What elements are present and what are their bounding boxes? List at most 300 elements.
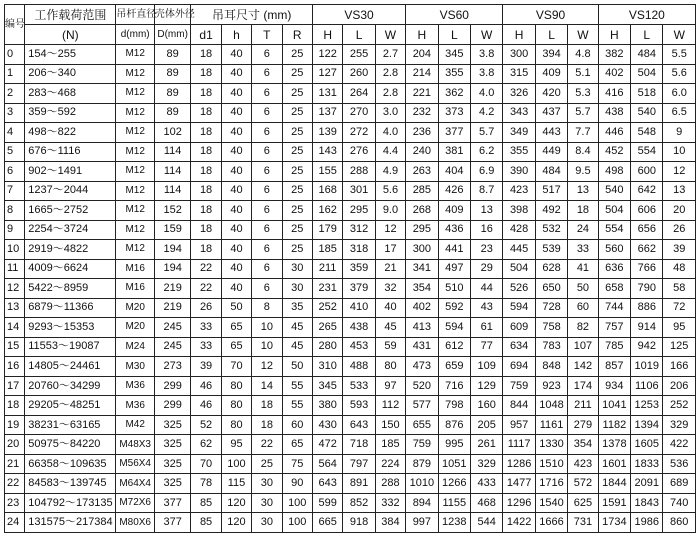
table-cell: 659 bbox=[438, 357, 470, 377]
table-cell: 341 bbox=[406, 259, 438, 279]
table-cell: 95 bbox=[663, 318, 696, 338]
table-cell: 860 bbox=[663, 513, 696, 533]
table-cell: 797 bbox=[343, 454, 375, 474]
table-cell: 2091 bbox=[631, 474, 663, 494]
row-number: 23 bbox=[5, 493, 25, 513]
table-cell: 643 bbox=[343, 415, 375, 435]
table-row bbox=[5, 181, 696, 201]
row-number: 6 bbox=[5, 162, 25, 182]
table-cell: 245 bbox=[154, 337, 190, 357]
table-cell: 540 bbox=[598, 181, 630, 201]
table-cell: 301 bbox=[343, 181, 375, 201]
load-range-cell: 2919～4822 bbox=[25, 240, 116, 260]
table-cell: 109 bbox=[470, 357, 502, 377]
load-range-cell: 14805～24461 bbox=[25, 357, 116, 377]
header-rod-diameter: 吊杆直径 bbox=[116, 5, 154, 25]
table-cell: 362 bbox=[438, 84, 470, 104]
table-cell: 127 bbox=[312, 64, 342, 84]
row-number: 10 bbox=[5, 240, 25, 260]
table-cell: 114 bbox=[154, 142, 190, 162]
table-cell: 606 bbox=[631, 201, 663, 221]
table-cell: 211 bbox=[312, 259, 342, 279]
table-cell: 70 bbox=[191, 454, 221, 474]
table-cell: 643 bbox=[312, 474, 342, 494]
table-cell: 510 bbox=[438, 279, 470, 299]
table-cell: 554 bbox=[598, 220, 630, 240]
table-cell: 25 bbox=[282, 123, 312, 143]
table-cell: 1605 bbox=[631, 435, 663, 455]
table-cell: 18 bbox=[191, 181, 221, 201]
table-cell: 310 bbox=[312, 357, 342, 377]
subheader-cell: L bbox=[535, 25, 567, 45]
table-cell: 8.7 bbox=[470, 181, 502, 201]
table-cell: 3.8 bbox=[470, 64, 502, 84]
table-cell: 656 bbox=[631, 220, 663, 240]
table-cell: 844 bbox=[503, 396, 535, 416]
table-cell: 592 bbox=[438, 298, 470, 318]
load-range-cell: 84583～139745 bbox=[25, 474, 116, 494]
table-cell: 532 bbox=[535, 220, 567, 240]
table-cell: 6 bbox=[252, 279, 282, 299]
table-cell: 315 bbox=[503, 64, 535, 84]
table-cell: 18 bbox=[191, 142, 221, 162]
table-cell: 80 bbox=[221, 376, 251, 396]
table-cell: 30 bbox=[282, 259, 312, 279]
table-cell: 35 bbox=[282, 298, 312, 318]
table-cell: 41 bbox=[568, 259, 598, 279]
table-cell: 16 bbox=[470, 220, 502, 240]
header-rod-unit: d(mm) bbox=[116, 25, 154, 45]
table-cell: 1161 bbox=[535, 415, 567, 435]
table-cell: 612 bbox=[438, 337, 470, 357]
table-cell: 430 bbox=[312, 415, 342, 435]
table-cell: 564 bbox=[312, 454, 342, 474]
table-cell: 80 bbox=[221, 396, 251, 416]
table-cell: 32 bbox=[375, 279, 405, 299]
table-cell: 12 bbox=[252, 357, 282, 377]
table-cell: 45 bbox=[282, 337, 312, 357]
table-cell: 40 bbox=[221, 45, 251, 65]
load-range-cell: 29205～48251 bbox=[25, 396, 116, 416]
table-cell: 325 bbox=[154, 435, 190, 455]
table-cell: 1019 bbox=[631, 357, 663, 377]
subheader-cell: R bbox=[282, 25, 312, 45]
load-range-cell: 50975～84220 bbox=[25, 435, 116, 455]
table-cell: 221 bbox=[406, 84, 438, 104]
table-cell: 4.0 bbox=[470, 84, 502, 104]
table-cell: 1051 bbox=[438, 454, 470, 474]
table-cell: 497 bbox=[438, 259, 470, 279]
table-cell: 95 bbox=[221, 435, 251, 455]
table-cell: 593 bbox=[343, 396, 375, 416]
subheader-cell: L bbox=[343, 25, 375, 45]
load-range-cell: 2254～3724 bbox=[25, 220, 116, 240]
table-cell: 240 bbox=[406, 142, 438, 162]
table-row bbox=[5, 279, 696, 299]
table-cell: 4.4 bbox=[375, 142, 405, 162]
table-cell: 40 bbox=[221, 240, 251, 260]
subheader-cell: H bbox=[406, 25, 438, 45]
table-cell: 6 bbox=[252, 181, 282, 201]
load-range-cell: 498～822 bbox=[25, 123, 116, 143]
header-load-range: 工作载荷范围 bbox=[25, 5, 116, 25]
table-cell: 299 bbox=[154, 396, 190, 416]
table-cell: 125 bbox=[663, 337, 696, 357]
table-cell: 288 bbox=[375, 474, 405, 494]
table-cell: 428 bbox=[503, 220, 535, 240]
table-cell: 857 bbox=[598, 357, 630, 377]
table-cell: 10 bbox=[252, 318, 282, 338]
table-cell: 325 bbox=[154, 454, 190, 474]
table-cell: 40 bbox=[221, 201, 251, 221]
table-cell: 758 bbox=[535, 318, 567, 338]
table-row bbox=[5, 396, 696, 416]
table-cell: 270 bbox=[343, 103, 375, 123]
load-range-cell: 11553～19087 bbox=[25, 337, 116, 357]
table-cell: 1591 bbox=[598, 493, 630, 513]
table-cell: 1041 bbox=[598, 396, 630, 416]
table-cell: M24 bbox=[116, 337, 154, 357]
table-cell: 1296 bbox=[503, 493, 535, 513]
table-body bbox=[5, 45, 696, 533]
table-cell: 1238 bbox=[438, 513, 470, 533]
table-cell: 594 bbox=[503, 298, 535, 318]
table-cell: 18 bbox=[191, 123, 221, 143]
table-cell: 728 bbox=[535, 298, 567, 318]
table-cell: 143 bbox=[312, 142, 342, 162]
table-cell: 5.7 bbox=[470, 123, 502, 143]
table-cell: 540 bbox=[631, 103, 663, 123]
table-cell: 757 bbox=[598, 318, 630, 338]
table-cell: 18 bbox=[191, 220, 221, 240]
table-cell: 166 bbox=[663, 357, 696, 377]
table-cell: 40 bbox=[221, 142, 251, 162]
table-cell: 6 bbox=[252, 142, 282, 162]
table-cell: 1477 bbox=[503, 474, 535, 494]
table-row bbox=[5, 64, 696, 84]
table-row bbox=[5, 493, 696, 513]
table-cell: 5.6 bbox=[663, 64, 696, 84]
subheader-cell: H bbox=[312, 25, 342, 45]
table-cell: 33 bbox=[191, 318, 221, 338]
table-cell: 85 bbox=[191, 493, 221, 513]
table-row bbox=[5, 474, 696, 494]
subheader-cell: L bbox=[438, 25, 470, 45]
table-cell: 1734 bbox=[598, 513, 630, 533]
load-range-cell: 359～592 bbox=[25, 103, 116, 123]
table-cell: 214 bbox=[406, 64, 438, 84]
table-cell: 300 bbox=[406, 240, 438, 260]
table-cell: 377 bbox=[438, 123, 470, 143]
table-cell: 6 bbox=[252, 45, 282, 65]
table-cell: 343 bbox=[503, 103, 535, 123]
table-cell: 431 bbox=[406, 337, 438, 357]
table-cell: 12 bbox=[663, 162, 696, 182]
table-cell: 80 bbox=[221, 415, 251, 435]
table-cell: 329 bbox=[470, 454, 502, 474]
table-cell: 473 bbox=[406, 357, 438, 377]
table-cell: 18 bbox=[191, 64, 221, 84]
table-cell: 6.9 bbox=[470, 162, 502, 182]
table-cell: 39 bbox=[663, 240, 696, 260]
table-cell: 72 bbox=[663, 298, 696, 318]
table-cell: 18 bbox=[252, 396, 282, 416]
table-cell: 25 bbox=[282, 103, 312, 123]
table-cell: 150 bbox=[375, 415, 405, 435]
table-cell: 6 bbox=[252, 259, 282, 279]
table-cell: 131 bbox=[312, 84, 342, 104]
table-cell: 1540 bbox=[535, 493, 567, 513]
table-row bbox=[5, 45, 696, 65]
table-cell: 759 bbox=[503, 376, 535, 396]
table-cell: 634 bbox=[503, 337, 535, 357]
table-cell: 662 bbox=[631, 240, 663, 260]
load-range-cell: 676～1116 bbox=[25, 142, 116, 162]
table-cell: 577 bbox=[406, 396, 438, 416]
load-range-cell: 6879～11366 bbox=[25, 298, 116, 318]
table-cell: 942 bbox=[631, 337, 663, 357]
table-cell: 5.3 bbox=[568, 84, 598, 104]
table-cell: 2.7 bbox=[375, 45, 405, 65]
table-cell: 40 bbox=[221, 162, 251, 182]
table-cell: 10 bbox=[252, 337, 282, 357]
table-cell: 152 bbox=[154, 201, 190, 221]
table-cell: 5.1 bbox=[568, 64, 598, 84]
table-cell: 8.4 bbox=[568, 142, 598, 162]
subheader-cell: W bbox=[568, 25, 598, 45]
table-cell: 1330 bbox=[535, 435, 567, 455]
table-cell: 236 bbox=[406, 123, 438, 143]
table-cell: M16 bbox=[116, 279, 154, 299]
table-row bbox=[5, 415, 696, 435]
table-cell: 89 bbox=[154, 84, 190, 104]
table-cell: 285 bbox=[406, 181, 438, 201]
table-cell: 759 bbox=[406, 435, 438, 455]
row-number: 5 bbox=[5, 142, 25, 162]
table-cell: 40 bbox=[375, 298, 405, 318]
table-cell: 423 bbox=[503, 181, 535, 201]
table-cell: 2.8 bbox=[375, 84, 405, 104]
table-cell: 4.2 bbox=[470, 103, 502, 123]
table-cell: 410 bbox=[343, 298, 375, 318]
table-cell: 30 bbox=[252, 513, 282, 533]
table-cell: 4.9 bbox=[375, 162, 405, 182]
table-cell: 404 bbox=[438, 162, 470, 182]
table-cell: 264 bbox=[343, 84, 375, 104]
table-cell: 9.0 bbox=[375, 201, 405, 221]
table-cell: 6.5 bbox=[663, 103, 696, 123]
table-cell: 325 bbox=[154, 474, 190, 494]
table-cell: 60 bbox=[282, 415, 312, 435]
table-cell: 168 bbox=[312, 181, 342, 201]
table-cell: 437 bbox=[535, 103, 567, 123]
table-cell: 52 bbox=[191, 415, 221, 435]
table-cell: 279 bbox=[568, 415, 598, 435]
table-cell: 355 bbox=[438, 64, 470, 84]
table-cell: 9.5 bbox=[568, 162, 598, 182]
table-cell: 299 bbox=[154, 376, 190, 396]
table-cell: 798 bbox=[438, 396, 470, 416]
load-range-cell: 4009～6624 bbox=[25, 259, 116, 279]
table-cell: 381 bbox=[438, 142, 470, 162]
table-row bbox=[5, 435, 696, 455]
table-cell: 422 bbox=[663, 435, 696, 455]
load-range-cell: 9293～15353 bbox=[25, 318, 116, 338]
table-cell: M12 bbox=[116, 220, 154, 240]
table-cell: 265 bbox=[312, 318, 342, 338]
table-cell: 409 bbox=[438, 201, 470, 221]
table-cell: 194 bbox=[154, 259, 190, 279]
table-row bbox=[5, 298, 696, 318]
table-cell: 261 bbox=[470, 435, 502, 455]
table-cell: 766 bbox=[631, 259, 663, 279]
table-cell: 349 bbox=[503, 123, 535, 143]
table-cell: 665 bbox=[312, 513, 342, 533]
subheader-cell: W bbox=[375, 25, 405, 45]
table-cell: 1155 bbox=[438, 493, 470, 513]
table-cell: 934 bbox=[598, 376, 630, 396]
spec-table bbox=[4, 4, 696, 533]
load-range-cell: 38231～63165 bbox=[25, 415, 116, 435]
header-shell-unit: D(mm) bbox=[154, 25, 190, 45]
table-row bbox=[5, 103, 696, 123]
table-cell: 1601 bbox=[598, 454, 630, 474]
table-cell: 1833 bbox=[631, 454, 663, 474]
table-cell: 560 bbox=[598, 240, 630, 260]
table-cell: 211 bbox=[568, 396, 598, 416]
table-cell: 55 bbox=[282, 376, 312, 396]
table-cell: 520 bbox=[406, 376, 438, 396]
table-cell: 355 bbox=[503, 142, 535, 162]
table-cell: 17 bbox=[375, 240, 405, 260]
table-cell: 78 bbox=[191, 474, 221, 494]
table-cell: 107 bbox=[568, 337, 598, 357]
table-cell: 918 bbox=[343, 513, 375, 533]
table-cell: 58 bbox=[663, 279, 696, 299]
row-number: 2 bbox=[5, 84, 25, 104]
table-cell: 272 bbox=[343, 123, 375, 143]
table-cell: 1844 bbox=[598, 474, 630, 494]
table-cell: M12 bbox=[116, 103, 154, 123]
table-cell: 22 bbox=[191, 279, 221, 299]
table-cell: 923 bbox=[535, 376, 567, 396]
row-number: 20 bbox=[5, 435, 25, 455]
table-cell: 174 bbox=[568, 376, 598, 396]
table-header bbox=[5, 5, 696, 45]
table-cell: M12 bbox=[116, 64, 154, 84]
table-row bbox=[5, 454, 696, 474]
table-cell: 300 bbox=[503, 45, 535, 65]
table-cell: 441 bbox=[438, 240, 470, 260]
row-number: 17 bbox=[5, 376, 25, 396]
table-cell: 420 bbox=[535, 84, 567, 104]
table-cell: 1422 bbox=[503, 513, 535, 533]
table-cell: 599 bbox=[312, 493, 342, 513]
table-cell: 43 bbox=[470, 298, 502, 318]
table-cell: 636 bbox=[598, 259, 630, 279]
table-cell: 1266 bbox=[438, 474, 470, 494]
table-cell: 100 bbox=[282, 513, 312, 533]
table-row bbox=[5, 220, 696, 240]
table-cell: M56X4 bbox=[116, 454, 154, 474]
table-cell: 995 bbox=[438, 435, 470, 455]
header-vs90: VS90 bbox=[503, 5, 598, 25]
table-cell: 22 bbox=[191, 259, 221, 279]
table-cell: 504 bbox=[598, 201, 630, 221]
table-cell: 472 bbox=[312, 435, 342, 455]
table-cell: 82 bbox=[568, 318, 598, 338]
table-cell: M72X6 bbox=[116, 493, 154, 513]
table-cell: 438 bbox=[598, 103, 630, 123]
table-cell: 468 bbox=[470, 493, 502, 513]
table-cell: 6 bbox=[252, 162, 282, 182]
table-cell: 26 bbox=[191, 298, 221, 318]
table-cell: M12 bbox=[116, 142, 154, 162]
table-cell: 740 bbox=[663, 493, 696, 513]
header-vs30: VS30 bbox=[312, 5, 405, 25]
table-cell: 526 bbox=[503, 279, 535, 299]
table-cell: 332 bbox=[375, 493, 405, 513]
row-number: 11 bbox=[5, 259, 25, 279]
table-cell: 50 bbox=[282, 357, 312, 377]
table-cell: 377 bbox=[154, 513, 190, 533]
table-cell: 1117 bbox=[503, 435, 535, 455]
table-cell: 85 bbox=[191, 513, 221, 533]
load-range-cell: 206～340 bbox=[25, 64, 116, 84]
table-cell: 329 bbox=[663, 415, 696, 435]
row-number: 18 bbox=[5, 396, 25, 416]
table-cell: 13 bbox=[663, 181, 696, 201]
table-cell: 997 bbox=[406, 513, 438, 533]
table-cell: 18 bbox=[191, 103, 221, 123]
table-cell: 6.0 bbox=[663, 84, 696, 104]
table-cell: 112 bbox=[375, 396, 405, 416]
table-cell: 224 bbox=[375, 454, 405, 474]
table-cell: 40 bbox=[221, 259, 251, 279]
table-cell: 44 bbox=[470, 279, 502, 299]
table-cell: 12 bbox=[375, 220, 405, 240]
table-cell: 14 bbox=[252, 376, 282, 396]
table-cell: 276 bbox=[343, 142, 375, 162]
table-cell: 245 bbox=[154, 318, 190, 338]
table-cell: 142 bbox=[568, 357, 598, 377]
row-number: 16 bbox=[5, 357, 25, 377]
table-cell: 718 bbox=[343, 435, 375, 455]
table-cell: 6.2 bbox=[470, 142, 502, 162]
table-cell: 1843 bbox=[631, 493, 663, 513]
table-cell: 594 bbox=[438, 318, 470, 338]
header-shell-diameter: 壳体外径 bbox=[154, 5, 190, 25]
table-cell: 50 bbox=[221, 298, 251, 318]
table-cell: 18 bbox=[568, 201, 598, 221]
table-cell: 382 bbox=[598, 45, 630, 65]
table-cell: 1510 bbox=[535, 454, 567, 474]
table-cell: 498 bbox=[598, 162, 630, 182]
table-cell: 492 bbox=[535, 201, 567, 221]
table-cell: 345 bbox=[438, 45, 470, 65]
table-cell: 33 bbox=[568, 240, 598, 260]
table-cell: 517 bbox=[535, 181, 567, 201]
table-cell: 18 bbox=[252, 415, 282, 435]
row-number: 14 bbox=[5, 318, 25, 338]
table-cell: 1182 bbox=[598, 415, 630, 435]
subheader-cell: W bbox=[470, 25, 502, 45]
table-cell: 25 bbox=[252, 454, 282, 474]
load-range-cell: 1665～2752 bbox=[25, 201, 116, 221]
header-vs120: VS120 bbox=[598, 5, 695, 25]
subheader-cell: H bbox=[503, 25, 535, 45]
table-cell: 25 bbox=[282, 240, 312, 260]
